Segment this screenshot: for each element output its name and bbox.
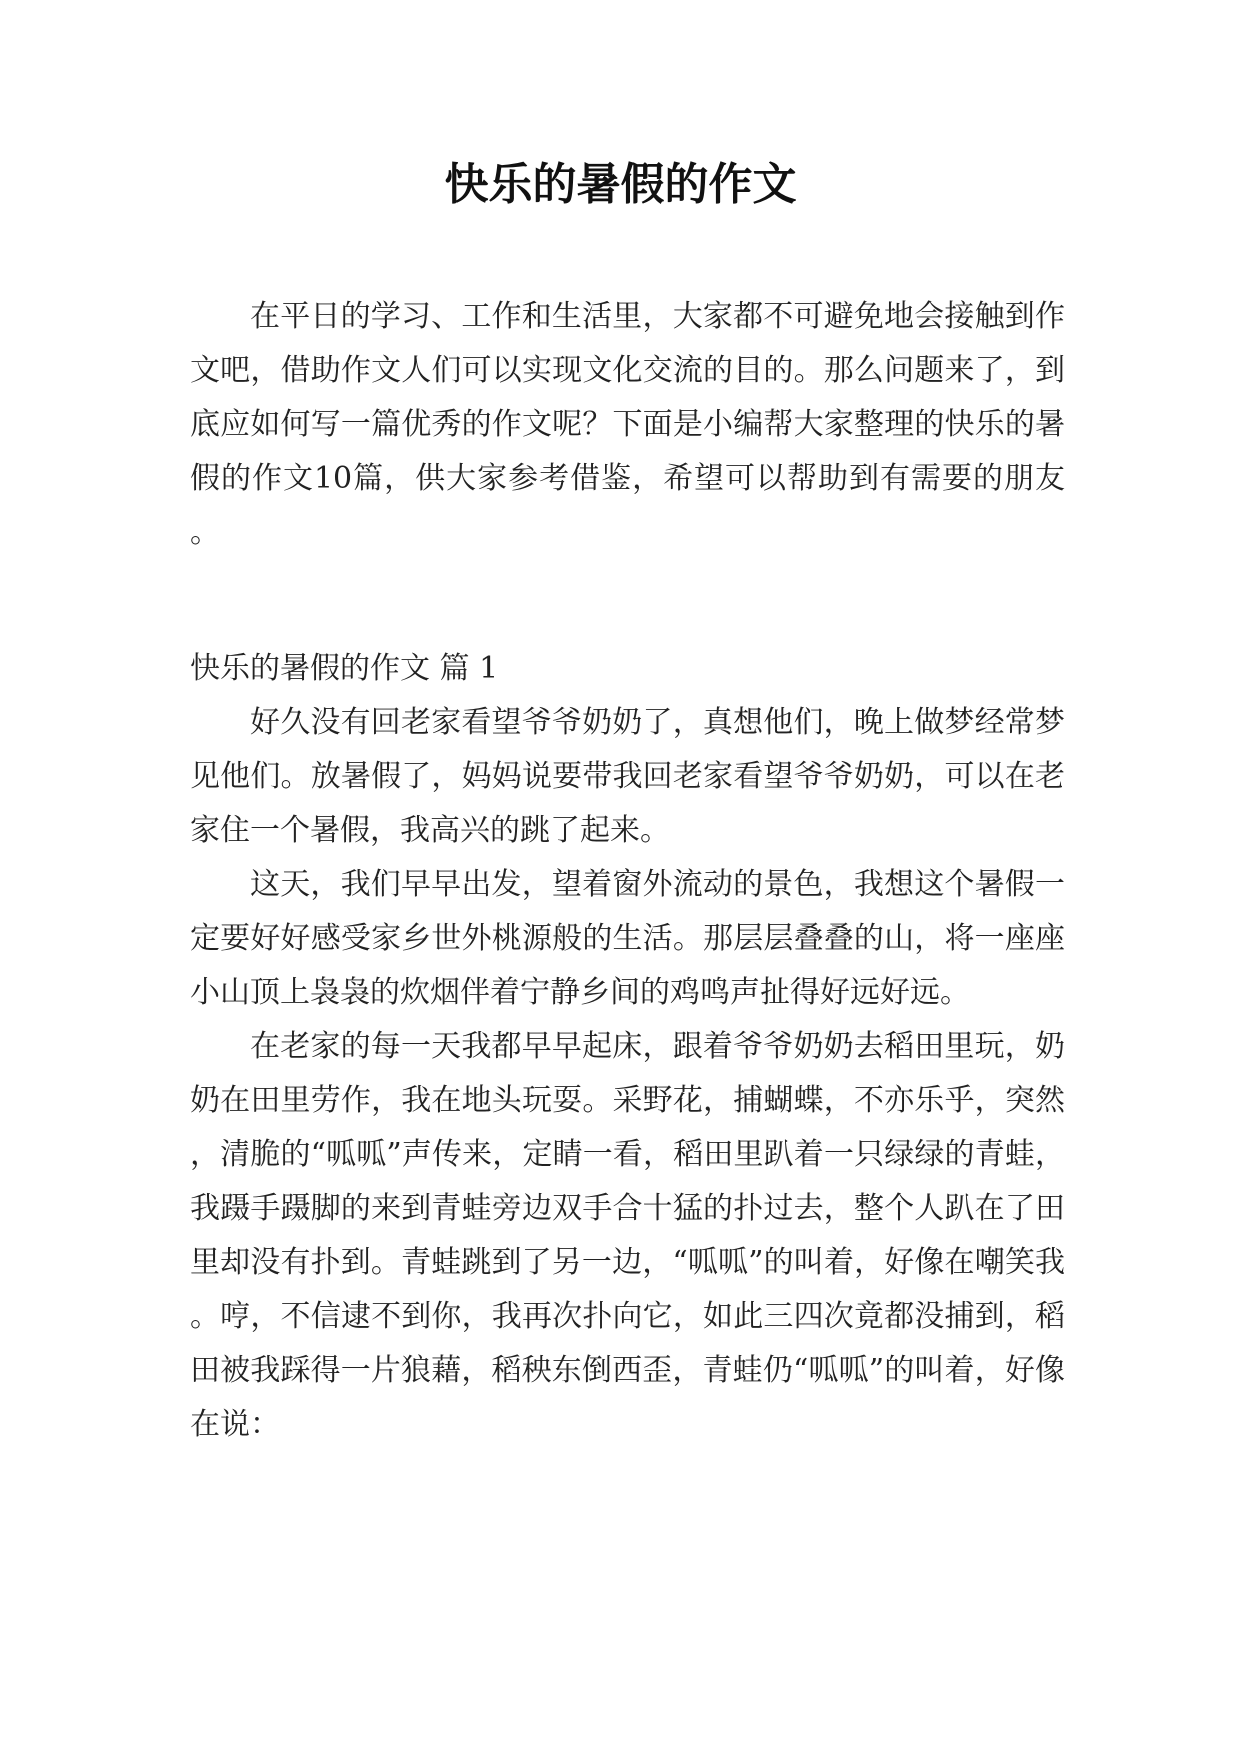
- section-paragraph-3: 在老家的每一天我都早早起床，跟着爷爷奶奶去稻田里玩，奶奶在田里劳作，我在地头玩耍。采野花，捕蝴蝶，不亦乐乎，突然，清脆的“呱呱”声传来，定睛一看，稻田里趴着一只绿绿的青蛙，我蹑手蹑脚的来到青蛙旁边双手合十猛的扑过去，整个人趴在了田里却没有扑到。青蛙跳到了另一边，“呱呱”的叫着，好像在嘲笑我。哼，不信逮不到你，我再次扑向它，如此三四次竟都没捕到，稻田被我踩得一片狼藉，稻秧东倒西歪，青蛙仍“呱呱”的叫着，好像在说：: [190, 1029, 1065, 1442]
- section-paragraph-2: 这天，我们早早出发，望着窗外流动的景色，我想这个暑假一定要好好感受家乡世外桃源般的生活。那层层叠叠的山，将一座座小山顶上袅袅的炊烟伴着宁静乡间的鸡鸣声扯得好远好远。: [190, 867, 1065, 1010]
- document-title: 快乐的暑假的作文: [444, 159, 797, 210]
- section-paragraph-1: 好久没有回老家看望爷爷奶奶了，真想他们，晚上做梦经常梦见他们。放暑假了，妈妈说要带我回老家看望爷爷奶奶，可以在老家住一个暑假，我高兴的跳了起来。: [190, 705, 1065, 848]
- section-heading: 快乐的暑假的作文 篇 1: [190, 651, 499, 686]
- intro-paragraph: 在平日的学习、工作和生活里，大家都不可避免地会接触到作文吧，借助作文人们可以实现文化交流的目的。那么问题来了，到底应如何写一篇优秀的作文呢？下面是小编帮大家整理的快乐的暑假的作文10篇，供大家参考借鉴，希望可以帮助到有需要的朋友。: [190, 299, 1065, 550]
- intro-block: [190, 290, 1065, 560]
- section-1: [190, 642, 1065, 1452]
